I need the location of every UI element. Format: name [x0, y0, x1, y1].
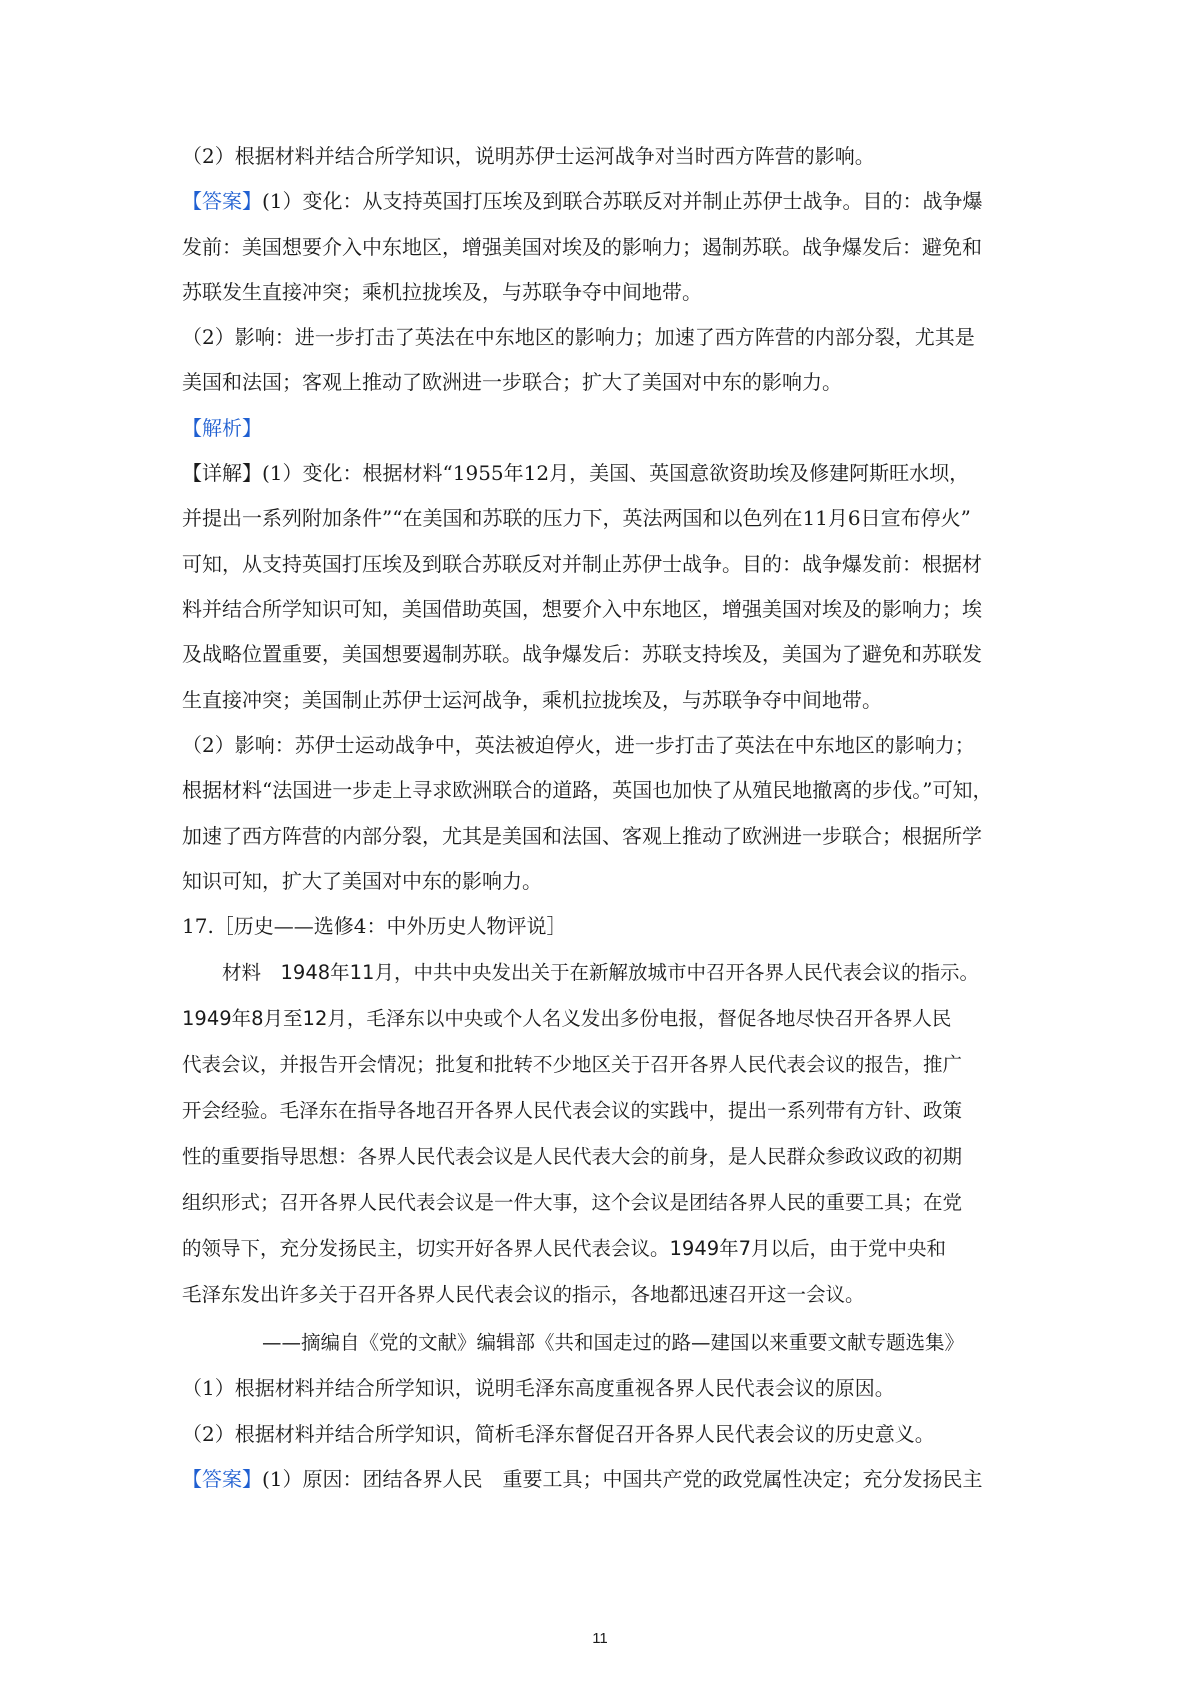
detail-16-line-5: 及战略位置重要，美国想要遏制苏联。战争爆发后：苏联支持埃及，美国为了避免和苏联发	[182, 642, 982, 666]
detail-16-line-10: 知识可知，扩大了美国对中东的影响力。	[182, 869, 542, 893]
question-17-part-2: （2）根据材料并结合所学知识，简析毛泽东督促召开各界人民代表会议的历史意义。	[182, 1422, 935, 1446]
detail-16-line-6: 生直接冲突；美国制止苏伊士运河战争，乘机拉拢埃及，与苏联争夺中间地带。	[182, 688, 882, 712]
answer-tag: 【答案】	[182, 189, 262, 213]
material-line-6: 组织形式；召开各界人民代表会议是一件大事，这个会议是团结各界人民的重要工具；在党	[182, 1191, 963, 1214]
material-source: ——摘编自《党的文献》编辑部《共和国走过的路—建国以来重要文献专题选集》	[262, 1331, 965, 1354]
material-line-4: 开会经验。毛泽东在指导各地召开各界人民代表会议的实践中，提出一系列带有方针、政策	[182, 1099, 963, 1122]
detail-16-line-4: 料并结合所学知识可知，美国借助英国，想要介入中东地区，增强美国对埃及的影响力；埃	[182, 597, 982, 621]
detail-tag: 【详解】	[182, 461, 262, 485]
detail-16-line-7: （2）影响：苏伊士运动战争中，英法被迫停火，进一步打击了英法在中东地区的影响力；	[182, 733, 975, 757]
material-line-8: 毛泽东发出许多关于召开各界人民代表会议的指示，各地都迅速召开这一会议。	[182, 1283, 865, 1306]
answer-16-line-1: 【答案】(1）变化：从支持英国打压埃及到联合苏联反对并制止苏伊士战争。目的：战争爆	[182, 189, 983, 213]
material-line-3: 代表会议，并报告开会情况；批复和批转不少地区关于召开各界人民代表会议的报告，推广	[182, 1053, 963, 1076]
material-line-2: 1949年8月至12月，毛泽东以中央或个人名义发出多份电报，督促各地尽快召开各界人民	[182, 1007, 952, 1030]
detail-16-line-3: 可知，从支持英国打压埃及到联合苏联反对并制止苏伊士战争。目的：战争爆发前：根据材	[182, 552, 982, 576]
material-line-1: 材料 1948年11月，中共中央发出关于在新解放城市中召开各界人民代表会议的指示。	[222, 961, 979, 984]
detail-16-line-2: 并提出一系列附加条件”“在美国和苏联的压力下，英法两国和以色列在11月6日宣布停火”	[182, 506, 971, 530]
answer-17-line-1: 【答案】(1）原因：团结各界人民 重要工具；中国共产党的政党属性决定；充分发扬民主	[182, 1467, 983, 1491]
material-line-5: 性的重要指导思想：各界人民代表会议是人民代表大会的前身，是人民群众参政议政的初期	[182, 1145, 963, 1168]
answer-16-line-3: 苏联发生直接冲突；乘机拉拢埃及，与苏联争夺中间地带。	[182, 280, 702, 304]
answer-16-line-5: 美国和法国；客观上推动了欧洲进一步联合；扩大了美国对中东的影响力。	[182, 370, 842, 394]
question-17-part-1: （1）根据材料并结合所学知识，说明毛泽东高度重视各界人民代表会议的原因。	[182, 1376, 895, 1400]
answer-tag-17: 【答案】	[182, 1467, 262, 1491]
question-17-title: 17.［历史——选修4：中外历史人物评说］	[182, 914, 567, 938]
material-line-7: 的领导下，充分发扬民主，切实开好各界人民代表会议。1949年7月以后，由于党中央和	[182, 1237, 947, 1260]
detail-16-line-9: 加速了西方阵营的内部分裂，尤其是美国和法国、客观上推动了欧洲进一步联合；根据所学	[182, 824, 982, 848]
detail-16-line-1: 【详解】(1）变化：根据材料“1955年12月，美国、英国意欲资助埃及修建阿斯旺水坝，	[182, 461, 970, 485]
page-number: 11	[592, 1630, 608, 1647]
answer-16-line-2: 发前：美国想要介入中东地区，增强美国对埃及的影响力；遏制苏联。战争爆发后：避免和	[182, 235, 982, 259]
detail-16-line-8: 根据材料“法国进一步走上寻求欧洲联合的道路，英国也加快了从殖民地撤离的步伐。”可知，	[182, 778, 993, 802]
analysis-tag: 【解析】	[182, 416, 262, 440]
question-16-part-2: （2）根据材料并结合所学知识，说明苏伊士运河战争对当时西方阵营的影响。	[182, 144, 875, 168]
answer-16-line-4: （2）影响：进一步打击了英法在中东地区的影响力；加速了西方阵营的内部分裂，尤其是	[182, 325, 975, 349]
